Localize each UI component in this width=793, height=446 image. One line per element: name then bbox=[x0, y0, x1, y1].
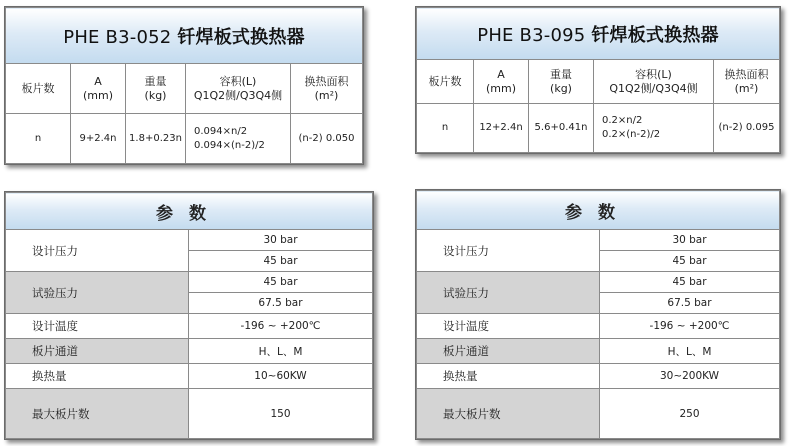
max-plates-value: 250 bbox=[600, 389, 780, 439]
model-name: PHE B3-052 bbox=[63, 26, 172, 48]
test-pressure-value-2: 67.5 bar bbox=[600, 293, 780, 314]
header-area: 换热面积 (m²) bbox=[291, 64, 363, 114]
test-pressure-value-2: 67.5 bar bbox=[189, 293, 373, 314]
test-pressure-label: 试验压力 bbox=[417, 272, 600, 314]
value-area: (n-2) 0.095 bbox=[714, 104, 780, 153]
channels-value: H、L、M bbox=[600, 339, 780, 364]
heat-label: 换热量 bbox=[417, 364, 600, 389]
design-pressure-value-1: 30 bar bbox=[189, 230, 373, 251]
value-weight: 5.6+0.41n bbox=[529, 104, 594, 153]
value-a: 9+2.4n bbox=[71, 114, 126, 164]
design-pressure-value-1: 30 bar bbox=[600, 230, 780, 251]
max-plates-label: 最大板片数 bbox=[417, 389, 600, 439]
params-title: 参数 bbox=[6, 193, 373, 230]
header-a: A (mm) bbox=[474, 60, 529, 104]
design-temp-label: 设计温度 bbox=[6, 314, 189, 339]
channels-label: 板片通道 bbox=[6, 339, 189, 364]
value-weight: 1.8+0.23n bbox=[126, 114, 186, 164]
design-pressure-label: 设计压力 bbox=[417, 230, 600, 272]
max-plates-label: 最大板片数 bbox=[6, 389, 189, 439]
heat-value: 30~200KW bbox=[600, 364, 780, 389]
design-temp-label: 设计温度 bbox=[417, 314, 600, 339]
header-weight: 重量 (kg) bbox=[529, 60, 594, 104]
product-name: 钎焊板式换热器 bbox=[591, 24, 719, 46]
header-plates: 板片数 bbox=[417, 60, 474, 104]
value-a: 12+2.4n bbox=[474, 104, 529, 153]
test-pressure-value-1: 45 bar bbox=[600, 272, 780, 293]
channels-value: H、L、M bbox=[189, 339, 373, 364]
product-name: 钎焊板式换热器 bbox=[177, 26, 305, 48]
header-a: A (mm) bbox=[71, 64, 126, 114]
value-area: (n-2) 0.050 bbox=[291, 114, 363, 164]
test-pressure-label: 试验压力 bbox=[6, 272, 189, 314]
max-plates-value: 150 bbox=[189, 389, 373, 439]
design-temp-value: -196 ~ +200℃ bbox=[189, 314, 373, 339]
params-title: 参数 bbox=[417, 191, 780, 230]
header-plates: 板片数 bbox=[6, 64, 71, 114]
model-name: PHE B3-095 bbox=[477, 24, 586, 46]
header-weight: 重量 (kg) bbox=[126, 64, 186, 114]
spec-table-b3-052 bbox=[4, 6, 364, 165]
header-volume: 容积(L) Q1Q2侧/Q3Q4侧 bbox=[186, 64, 291, 114]
spec-table-b3-095 bbox=[415, 6, 781, 154]
params-table-left bbox=[4, 191, 374, 440]
header-volume: 容积(L) Q1Q2侧/Q3Q4侧 bbox=[594, 60, 714, 104]
test-pressure-value-1: 45 bar bbox=[189, 272, 373, 293]
header-area: 换热面积 (m²) bbox=[714, 60, 780, 104]
value-volume: 0.094×n/2 0.094×(n-2)/2 bbox=[186, 114, 291, 164]
design-pressure-label: 设计压力 bbox=[6, 230, 189, 272]
value-volume: 0.2×n/2 0.2×(n-2)/2 bbox=[594, 104, 714, 153]
value-plates: n bbox=[417, 104, 474, 153]
channels-label: 板片通道 bbox=[417, 339, 600, 364]
design-temp-value: -196 ~ +200℃ bbox=[600, 314, 780, 339]
design-pressure-value-2: 45 bar bbox=[600, 251, 780, 272]
spec-table-title bbox=[6, 8, 363, 64]
params-table-right bbox=[415, 189, 781, 440]
design-pressure-value-2: 45 bar bbox=[189, 251, 373, 272]
heat-value: 10~60KW bbox=[189, 364, 373, 389]
value-plates: n bbox=[6, 114, 71, 164]
heat-label: 换热量 bbox=[6, 364, 189, 389]
spec-table-title bbox=[417, 8, 780, 60]
